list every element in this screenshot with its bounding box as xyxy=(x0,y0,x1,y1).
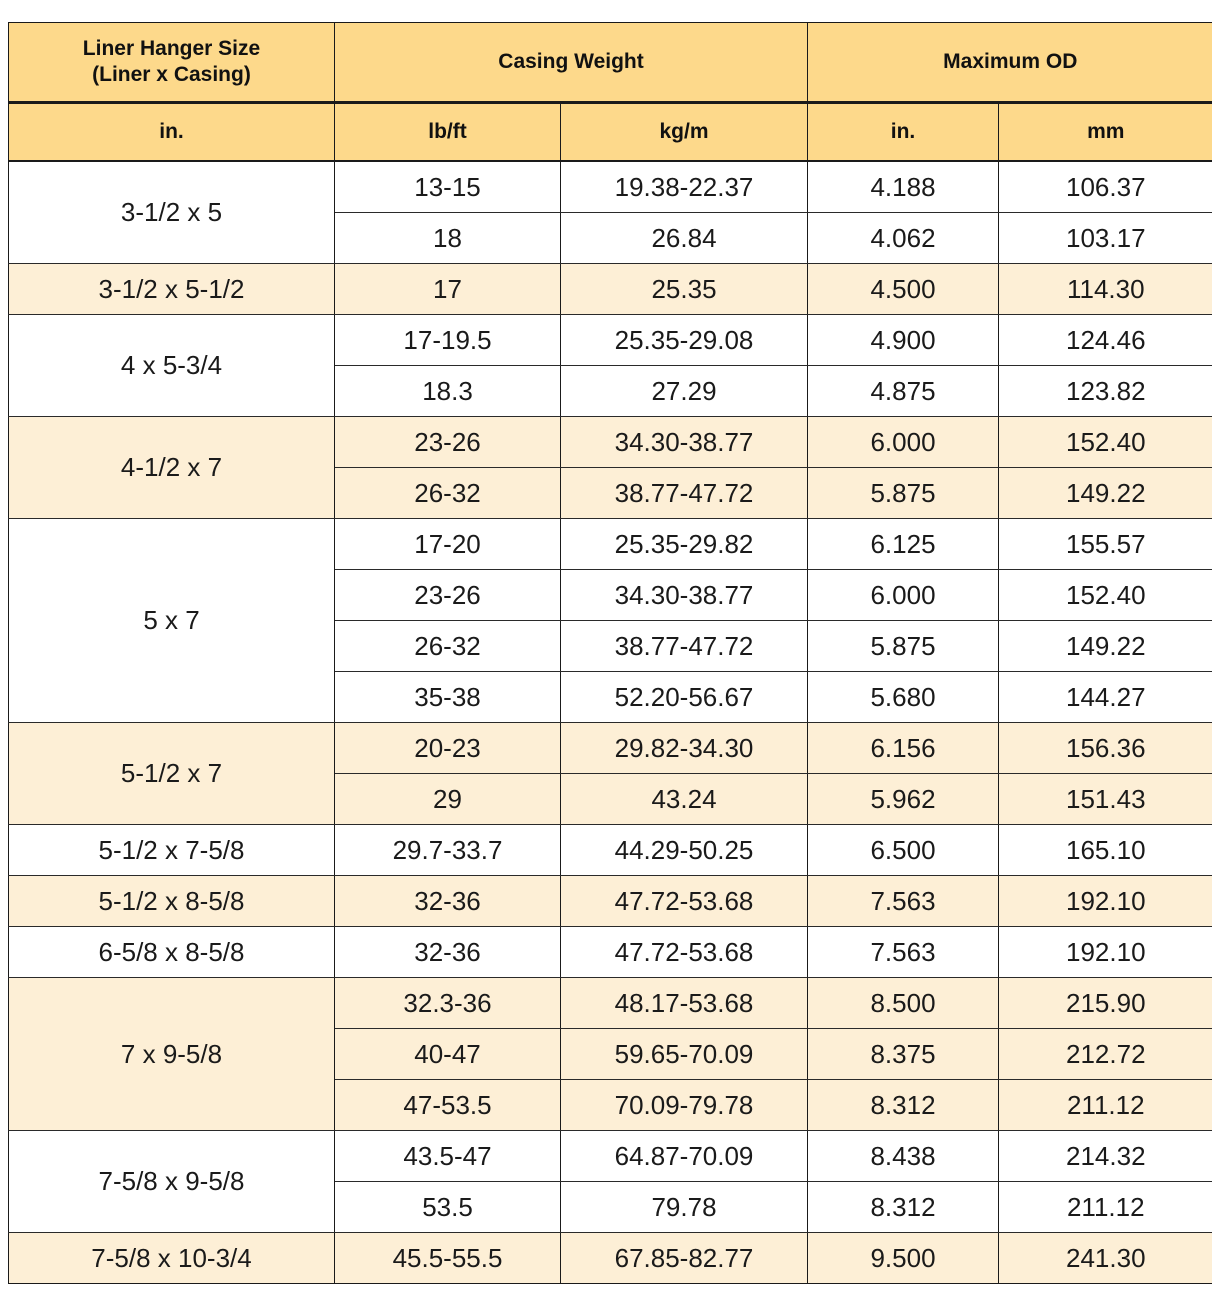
liner-hanger-size-cell: 5 x 7 xyxy=(9,519,335,723)
max-od-in-cell: 4.900 xyxy=(808,315,999,366)
weight-lbft-cell: 29 xyxy=(335,774,561,825)
header-row-groups xyxy=(9,23,1212,103)
weight-lbft-cell: 26-32 xyxy=(335,621,561,672)
table-row xyxy=(9,417,1212,468)
max-od-in-cell: 4.875 xyxy=(808,366,999,417)
weight-lbft-cell: 32.3-36 xyxy=(335,978,561,1029)
weight-lbft-cell: 23-26 xyxy=(335,417,561,468)
weight-kgm-cell: 25.35 xyxy=(561,264,808,315)
header-casing-weight: Casing Weight xyxy=(335,23,808,103)
weight-kgm-cell: 34.30-38.77 xyxy=(561,570,808,621)
table-row xyxy=(9,927,1212,978)
max-od-mm-cell: 211.12 xyxy=(999,1182,1212,1233)
weight-kgm-cell: 64.87-70.09 xyxy=(561,1131,808,1182)
weight-lbft-cell: 26-32 xyxy=(335,468,561,519)
header-maximum-od: Maximum OD xyxy=(808,23,1212,103)
unit-od-mm: mm xyxy=(999,103,1212,162)
table-row xyxy=(9,315,1212,366)
max-od-mm-cell: 211.12 xyxy=(999,1080,1212,1131)
weight-kgm-cell: 47.72-53.68 xyxy=(561,927,808,978)
liner-hanger-size-cell: 4-1/2 x 7 xyxy=(9,417,335,519)
max-od-in-cell: 4.188 xyxy=(808,161,999,213)
max-od-in-cell: 8.312 xyxy=(808,1080,999,1131)
weight-lbft-cell: 23-26 xyxy=(335,570,561,621)
max-od-in-cell: 6.125 xyxy=(808,519,999,570)
liner-hanger-size-cell: 3-1/2 x 5 xyxy=(9,161,335,264)
liner-hanger-size-cell: 5-1/2 x 7-5/8 xyxy=(9,825,335,876)
weight-kgm-cell: 67.85-82.77 xyxy=(561,1233,808,1284)
weight-kgm-cell: 43.24 xyxy=(561,774,808,825)
max-od-in-cell: 6.156 xyxy=(808,723,999,774)
liner-hanger-size-cell: 7 x 9-5/8 xyxy=(9,978,335,1131)
max-od-mm-cell: 212.72 xyxy=(999,1029,1212,1080)
weight-lbft-cell: 35-38 xyxy=(335,672,561,723)
max-od-mm-cell: 144.27 xyxy=(999,672,1212,723)
max-od-mm-cell: 124.46 xyxy=(999,315,1212,366)
table-body xyxy=(9,161,1212,1284)
max-od-mm-cell: 114.30 xyxy=(999,264,1212,315)
max-od-in-cell: 8.438 xyxy=(808,1131,999,1182)
max-od-mm-cell: 215.90 xyxy=(999,978,1212,1029)
max-od-in-cell: 6.500 xyxy=(808,825,999,876)
max-od-mm-cell: 152.40 xyxy=(999,417,1212,468)
max-od-in-cell: 9.500 xyxy=(808,1233,999,1284)
weight-kgm-cell: 29.82-34.30 xyxy=(561,723,808,774)
table-row xyxy=(9,161,1212,213)
max-od-in-cell: 4.500 xyxy=(808,264,999,315)
table-header xyxy=(9,23,1212,162)
max-od-mm-cell: 192.10 xyxy=(999,876,1212,927)
max-od-mm-cell: 106.37 xyxy=(999,161,1212,213)
table-row xyxy=(9,519,1212,570)
weight-kgm-cell: 79.78 xyxy=(561,1182,808,1233)
table-row xyxy=(9,1233,1212,1284)
table-row xyxy=(9,825,1212,876)
weight-lbft-cell: 17 xyxy=(335,264,561,315)
table-row xyxy=(9,1131,1212,1182)
max-od-mm-cell: 156.36 xyxy=(999,723,1212,774)
weight-kgm-cell: 27.29 xyxy=(561,366,808,417)
table-row xyxy=(9,876,1212,927)
weight-kgm-cell: 70.09-79.78 xyxy=(561,1080,808,1131)
weight-kgm-cell: 25.35-29.82 xyxy=(561,519,808,570)
max-od-mm-cell: 152.40 xyxy=(999,570,1212,621)
max-od-in-cell: 8.375 xyxy=(808,1029,999,1080)
liner-hanger-size-cell: 4 x 5-3/4 xyxy=(9,315,335,417)
max-od-in-cell: 8.312 xyxy=(808,1182,999,1233)
max-od-in-cell: 6.000 xyxy=(808,570,999,621)
liner-hanger-size-cell: 7-5/8 x 9-5/8 xyxy=(9,1131,335,1233)
weight-lbft-cell: 17-19.5 xyxy=(335,315,561,366)
liner-hanger-spec-table xyxy=(8,22,1212,1284)
weight-lbft-cell: 43.5-47 xyxy=(335,1131,561,1182)
weight-kgm-cell: 34.30-38.77 xyxy=(561,417,808,468)
liner-hanger-size-cell: 3-1/2 x 5-1/2 xyxy=(9,264,335,315)
max-od-mm-cell: 241.30 xyxy=(999,1233,1212,1284)
max-od-mm-cell: 214.32 xyxy=(999,1131,1212,1182)
max-od-in-cell: 5.680 xyxy=(808,672,999,723)
weight-kgm-cell: 52.20-56.67 xyxy=(561,672,808,723)
weight-lbft-cell: 18 xyxy=(335,213,561,264)
max-od-in-cell: 7.563 xyxy=(808,927,999,978)
weight-kgm-cell: 25.35-29.08 xyxy=(561,315,808,366)
weight-kgm-cell: 47.72-53.68 xyxy=(561,876,808,927)
max-od-mm-cell: 165.10 xyxy=(999,825,1212,876)
weight-lbft-cell: 29.7-33.7 xyxy=(335,825,561,876)
max-od-in-cell: 5.962 xyxy=(808,774,999,825)
max-od-mm-cell: 103.17 xyxy=(999,213,1212,264)
weight-lbft-cell: 17-20 xyxy=(335,519,561,570)
weight-kgm-cell: 48.17-53.68 xyxy=(561,978,808,1029)
unit-weight-kgm: kg/m xyxy=(561,103,808,162)
weight-kgm-cell: 38.77-47.72 xyxy=(561,468,808,519)
weight-lbft-cell: 13-15 xyxy=(335,161,561,213)
weight-kgm-cell: 26.84 xyxy=(561,213,808,264)
unit-weight-lbft: lb/ft xyxy=(335,103,561,162)
liner-hanger-size-cell: 6-5/8 x 8-5/8 xyxy=(9,927,335,978)
max-od-mm-cell: 149.22 xyxy=(999,621,1212,672)
max-od-mm-cell: 151.43 xyxy=(999,774,1212,825)
table-row xyxy=(9,978,1212,1029)
weight-lbft-cell: 32-36 xyxy=(335,876,561,927)
weight-kgm-cell: 38.77-47.72 xyxy=(561,621,808,672)
header-row-units xyxy=(9,103,1212,162)
unit-od-in: in. xyxy=(808,103,999,162)
max-od-in-cell: 5.875 xyxy=(808,621,999,672)
liner-hanger-size-cell: 5-1/2 x 7 xyxy=(9,723,335,825)
max-od-in-cell: 6.000 xyxy=(808,417,999,468)
header-liner-hanger-size xyxy=(9,23,335,103)
weight-lbft-cell: 20-23 xyxy=(335,723,561,774)
max-od-mm-cell: 149.22 xyxy=(999,468,1212,519)
weight-kgm-cell: 44.29-50.25 xyxy=(561,825,808,876)
liner-hanger-size-cell: 5-1/2 x 8-5/8 xyxy=(9,876,335,927)
max-od-mm-cell: 123.82 xyxy=(999,366,1212,417)
unit-size-in: in. xyxy=(9,103,335,162)
weight-kgm-cell: 59.65-70.09 xyxy=(561,1029,808,1080)
max-od-mm-cell: 192.10 xyxy=(999,927,1212,978)
max-od-mm-cell: 155.57 xyxy=(999,519,1212,570)
weight-lbft-cell: 18.3 xyxy=(335,366,561,417)
max-od-in-cell: 4.062 xyxy=(808,213,999,264)
table-row xyxy=(9,723,1212,774)
header-size-label: Liner Hanger Size xyxy=(82,36,261,60)
max-od-in-cell: 5.875 xyxy=(808,468,999,519)
weight-kgm-cell: 19.38-22.37 xyxy=(561,161,808,213)
max-od-in-cell: 7.563 xyxy=(808,876,999,927)
weight-lbft-cell: 40-47 xyxy=(335,1029,561,1080)
max-od-in-cell: 8.500 xyxy=(808,978,999,1029)
liner-hanger-size-cell: 7-5/8 x 10-3/4 xyxy=(9,1233,335,1284)
weight-lbft-cell: 45.5-55.5 xyxy=(335,1233,561,1284)
weight-lbft-cell: 32-36 xyxy=(335,927,561,978)
table-row xyxy=(9,264,1212,315)
header-size-sublabel: (Liner x Casing) xyxy=(92,63,251,86)
weight-lbft-cell: 47-53.5 xyxy=(335,1080,561,1131)
weight-lbft-cell: 53.5 xyxy=(335,1182,561,1233)
